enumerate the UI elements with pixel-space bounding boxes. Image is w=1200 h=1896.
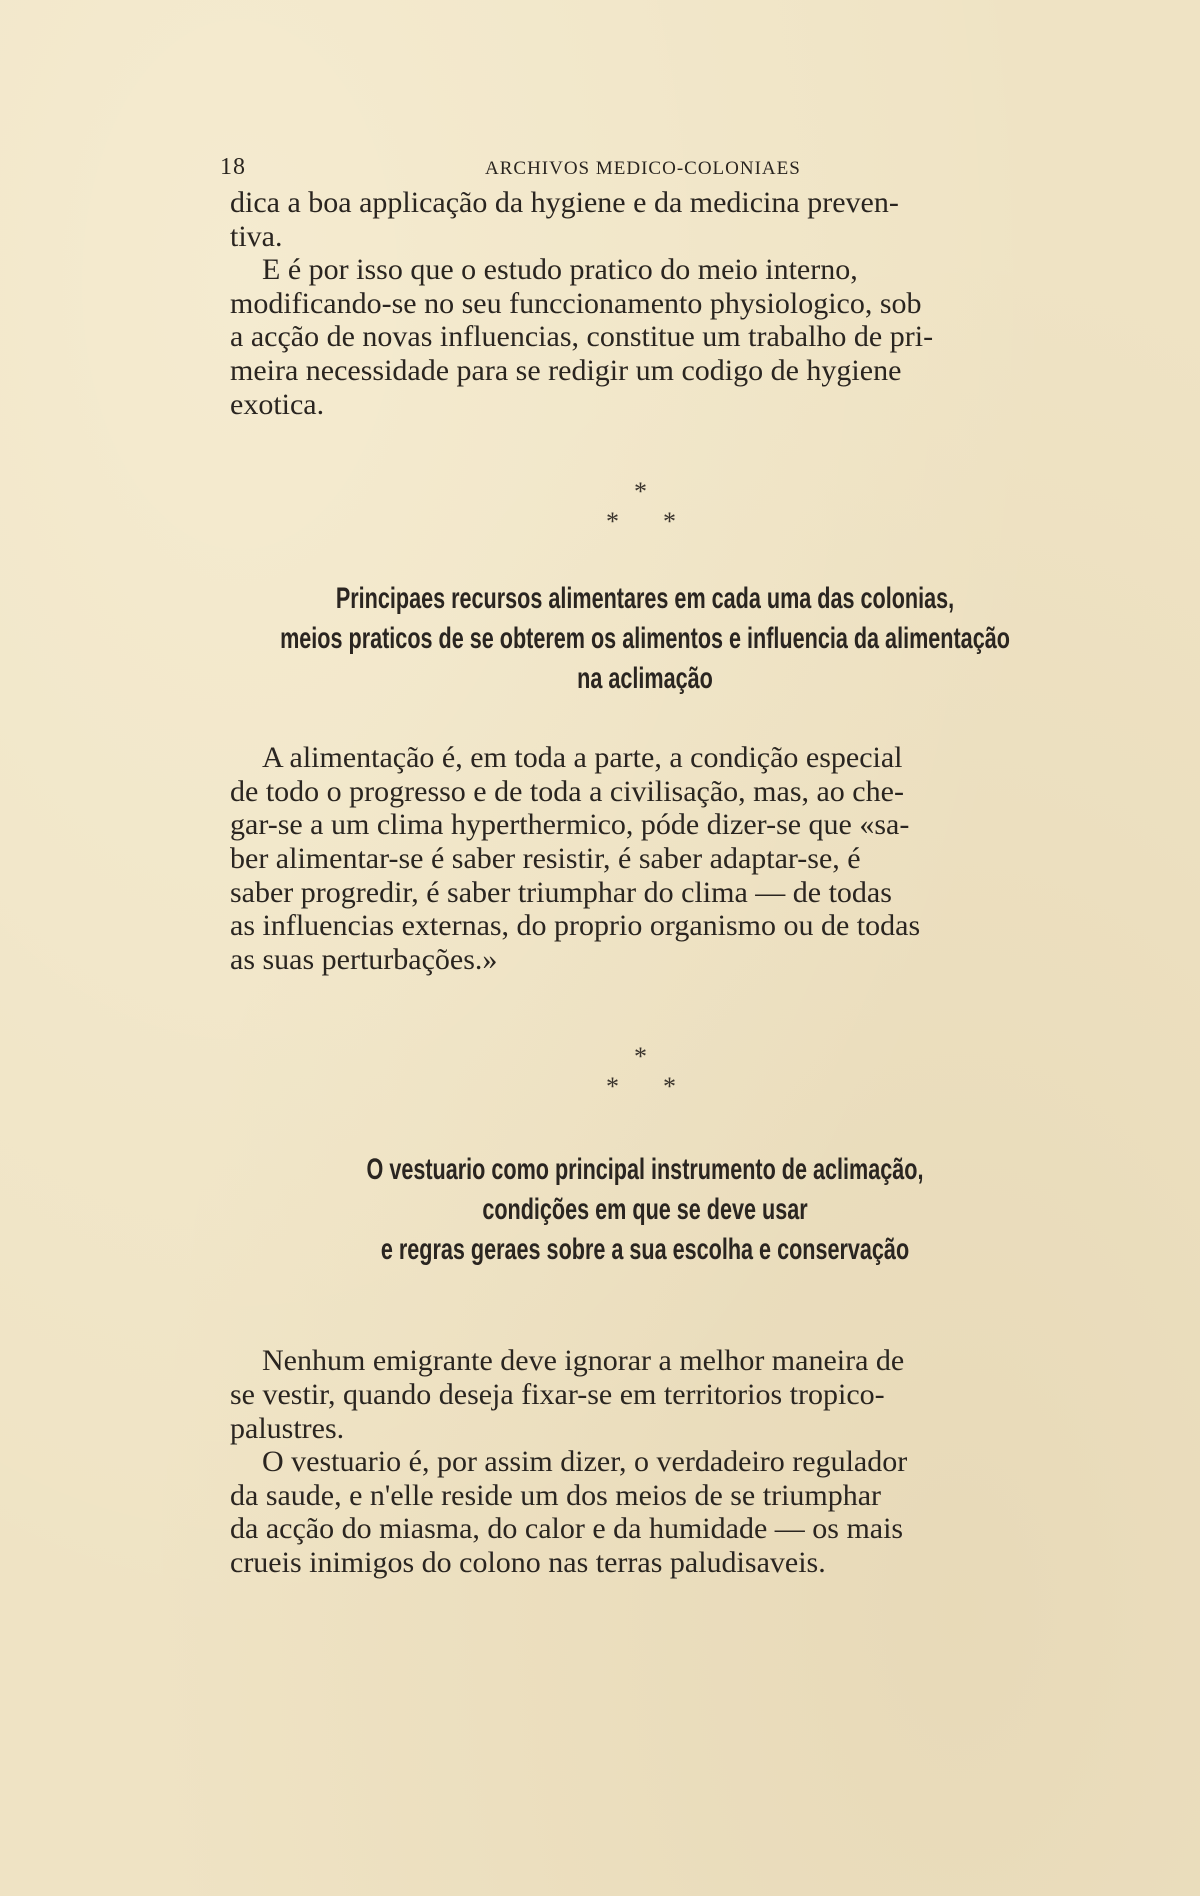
asterism-star: * (634, 1042, 647, 1072)
heading-food-resources (230, 579, 1060, 699)
text-line: gar-se a um clima hyperthermico, póde dizer-se que «sa- (230, 808, 910, 842)
asterism-divider (230, 1042, 1060, 1132)
running-title: ARCHIVOS MEDICO-COLONIAES (485, 158, 801, 179)
heading-line: condições em que se deve usar (482, 1193, 808, 1227)
paragraph-preventive-medicine (230, 186, 1060, 421)
text-line: tiva. (230, 219, 283, 253)
text-line: meira necessidade para se redigir um codigo de hygiene (230, 353, 902, 387)
running-head (220, 150, 1060, 186)
book-page (220, 150, 1060, 1579)
heading-line: na aclimação (577, 662, 713, 696)
text-line: as influencias externas, do proprio organismo ou de todas (230, 909, 921, 943)
heading-line: e regras geraes sobre a sua escolha e conservação (380, 1233, 910, 1267)
heading-line: Principaes recursos alimentares em cada uma das colonias, (335, 582, 955, 616)
heading-clothing (230, 1150, 1060, 1270)
heading-line: meios praticos de se obterem os alimentos e influencia da alimentação (280, 622, 1010, 656)
text-line: ber alimentar-se é saber resistir, é saber adaptar-se, é (230, 841, 861, 875)
text-line: da saude, e n'elle reside um dos meios de se triumphar (230, 1478, 882, 1512)
text-line: dica a boa applicação da hygiene e da medicina preven- (230, 186, 899, 219)
text-line: saber progredir, é saber triumphar do clima — de todas (230, 875, 892, 909)
text-line: se vestir, quando deseja fixar-se em territorios tropico- (230, 1377, 885, 1411)
asterism-star: * (663, 1072, 676, 1102)
text-line: modificando-se no seu funccionamento physiologico, sob (230, 286, 922, 320)
paragraph-clothing (230, 1344, 1060, 1579)
text-line: A alimentação é, em toda a parte, a condição especial (262, 741, 903, 775)
paragraph-alimentation (230, 741, 1060, 976)
text-line: O vestuario é, por assim dizer, o verdadeiro regulador (262, 1445, 908, 1479)
heading-line: O vestuario como principal instrumento de aclimação, (366, 1153, 924, 1187)
text-line: palustres. (230, 1411, 345, 1445)
asterism-star: * (606, 1072, 619, 1102)
asterism-star: * (634, 477, 647, 507)
asterism-star: * (606, 507, 619, 537)
text-line: de todo o progresso e de toda a civilisação, mas, ao che- (230, 774, 904, 808)
text-line: as suas perturbações.» (230, 942, 498, 976)
text-line: da acção do miasma, do calor e da humidade — os mais (230, 1512, 904, 1546)
text-line: Nenhum emigrante deve ignorar a melhor maneira de (262, 1344, 905, 1378)
text-line: a acção de novas influencias, constitue um trabalho de pri- (230, 320, 934, 354)
asterism-star: * (663, 507, 676, 537)
asterism-divider (230, 477, 1060, 567)
text-line: E é por isso que o estudo pratico do meio interno, (262, 253, 858, 287)
text-line: crueis inimigos do colono nas terras paludisaveis. (230, 1545, 826, 1579)
text-line: exotica. (230, 387, 325, 421)
page-number: 18 (220, 154, 246, 180)
